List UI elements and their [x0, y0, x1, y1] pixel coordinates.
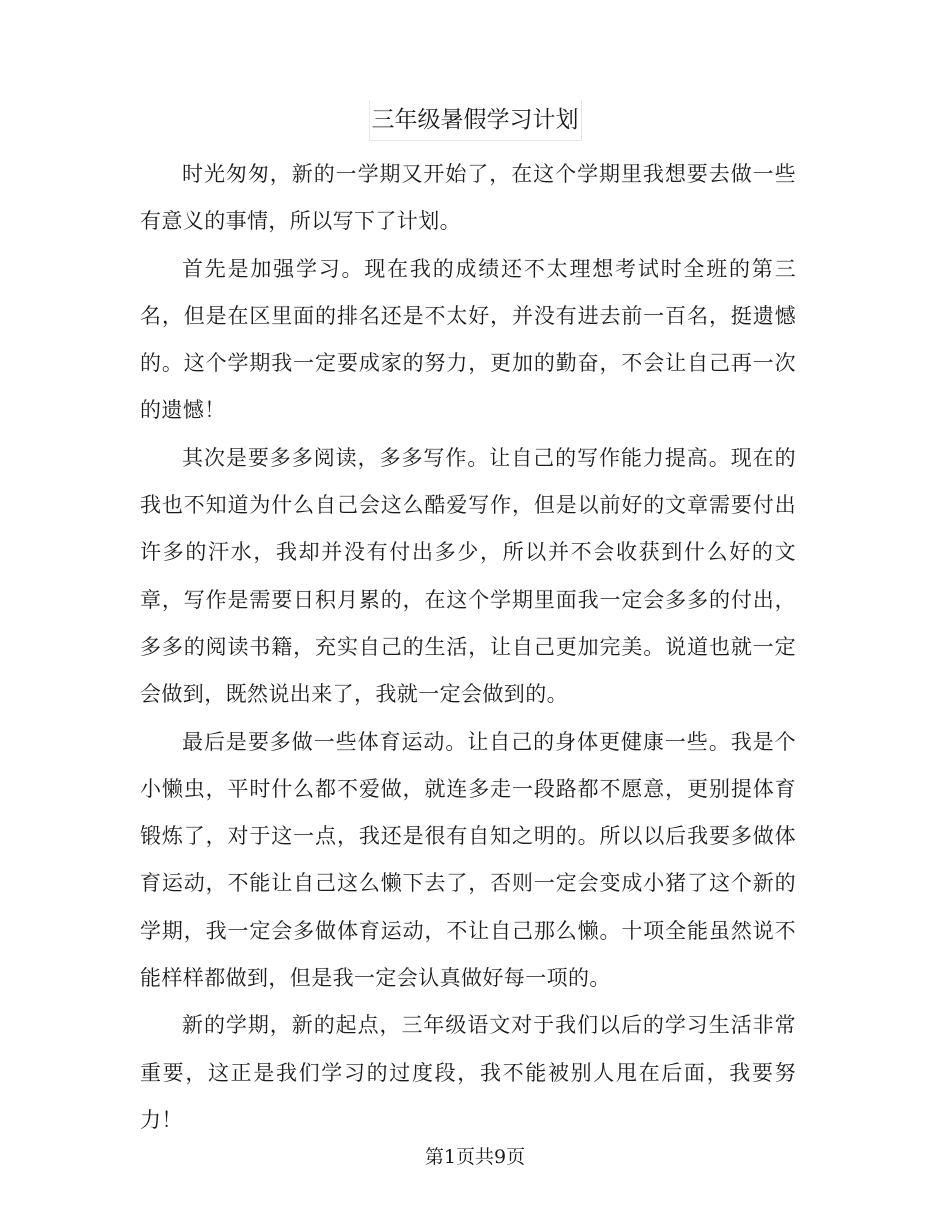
page-number-footer: 第1页共9页 [424, 1146, 526, 1168]
document-body [140, 151, 796, 1144]
title-wrapper [0, 100, 950, 141]
paragraph-conclusion: 新的学期，新的起点，三年级语文对于我们以后的学习生活非常重要，这正是我们学习的过度段，我不能被别人甩在后面，我要努力！ [140, 1013, 796, 1132]
paragraph-study: 首先是加强学习。现在我的成绩还不太理想考试时全班的第三名，但是在区里面的排名还是不太好，并没有进去前一百名，挺遗憾的。这个学期我一定要成家的努力，更加的勤奋，不会让自己再一次的遗憾！ [140, 256, 796, 423]
paragraph-intro: 时光匆匆，新的一学期又开始了，在这个学期里我想要去做一些有意义的事情，所以写下了计划。 [140, 162, 796, 234]
paragraph-exercise: 最后是要多做一些体育运动。让自己的身体更健康一些。我是个小懒虫，平时什么都不爱做，就连多走一段路都不愿意，更别提体育锻炼了，对于这一点，我还是很有自知之明的。所以以后我要多做体育运动，不能让自己这么懒下去了，否则一定会变成小猪了这个新的学期，我一定会多做体育运动，不让自己那么懒。十项全能虽然说不能样样都做到，但是我一定会认真做好每一项的。 [140, 729, 796, 991]
document-title: 三年级暑假学习计划 [369, 100, 582, 141]
paragraph-reading-writing: 其次是要多多阅读，多多写作。让自己的写作能力提高。现在的我也不知道为什么自己会这么酷爱写作，但是以前好的文章需要付出许多的汗水，我却并没有付出多少，所以并不会收获到什么好的文章，写作是需要日积月累的，在这个学期里面我一定会多多的付出，多多的阅读书籍，充实自己的生活，让自己更加完美。说道也就一定会做到，既然说出来了，我就一定会做到的。 [140, 445, 796, 707]
